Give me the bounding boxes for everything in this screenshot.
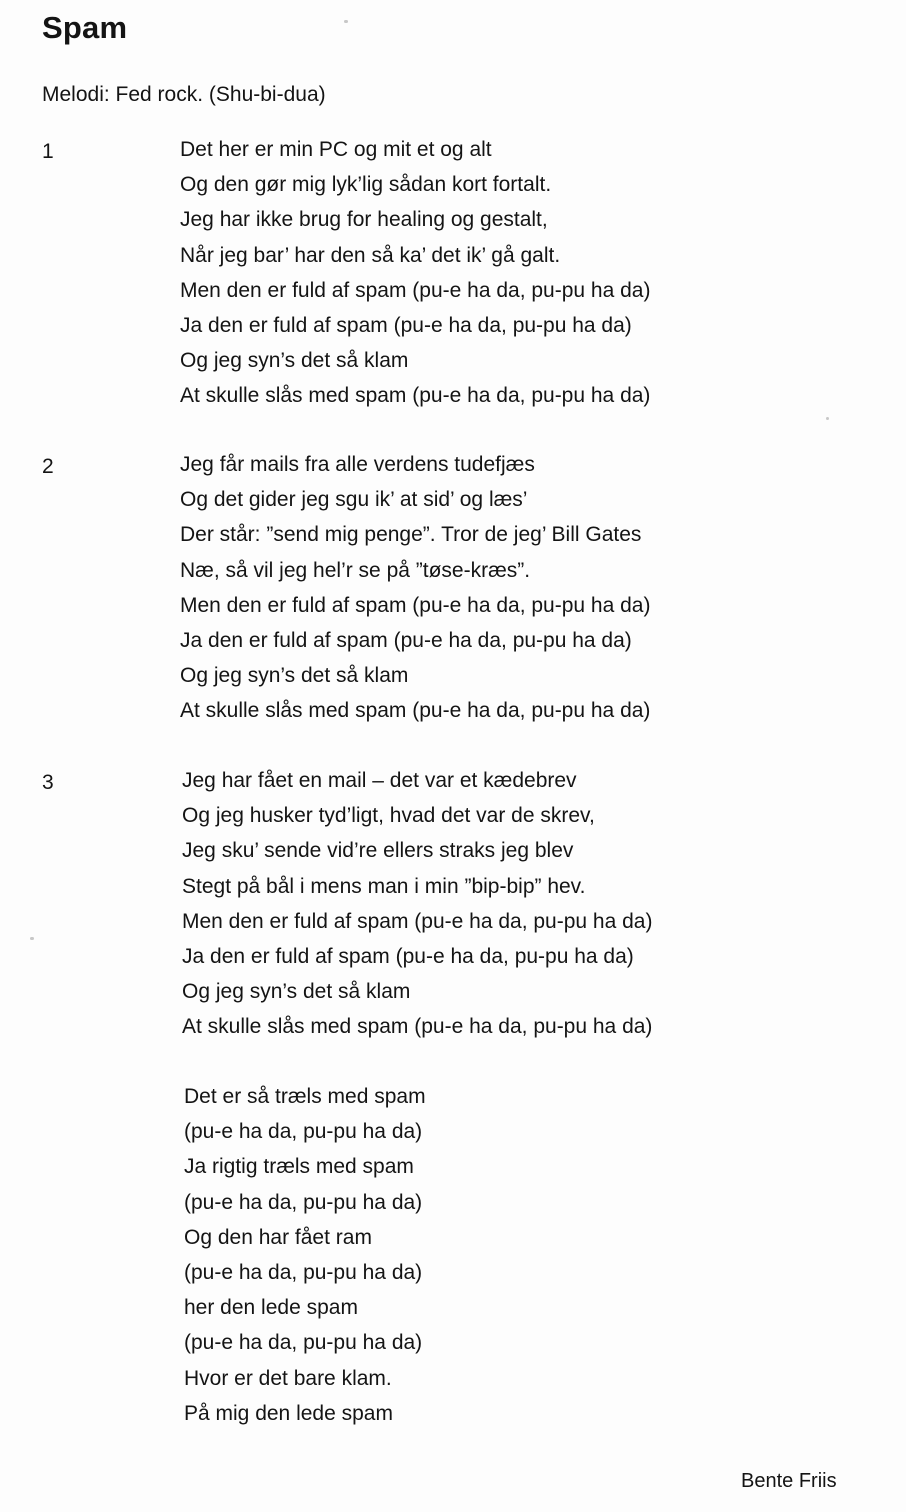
verse-line: Og det gider jeg sgu ik’ at sid’ og læs’ <box>180 488 528 512</box>
verse-line: Men den er fuld af spam (pu-e ha da, pu-pu ha da) <box>180 593 651 617</box>
verse-2 <box>180 447 650 729</box>
scan-speck <box>30 937 34 940</box>
verse-number-3: 3 <box>42 771 54 794</box>
song-title: Spam <box>42 10 128 45</box>
finale-line: her den lede spam <box>184 1296 358 1320</box>
verse-line: Ja den er fuld af spam (pu-e ha da, pu-pu ha da) <box>180 628 632 652</box>
verse-line: At skulle slås med spam (pu-e ha da, pu-pu ha da) <box>180 699 651 723</box>
verse-line: Det her er min PC og mit et og alt <box>180 138 492 161</box>
scan-speck <box>826 417 829 420</box>
verse-line: Jeg sku’ sende vid’re ellers straks jeg blev <box>182 839 574 863</box>
finale-line: Det er så træls med spam <box>184 1085 426 1108</box>
verse-number-2: 2 <box>42 455 54 478</box>
finale-line: Ja rigtig træls med spam <box>184 1155 414 1179</box>
verse-line: Og den gør mig lyk’lig sådan kort fortalt. <box>180 173 552 197</box>
verse-line: Næ, så vil jeg hel’r se på ”tøse-kræs”. <box>180 558 531 582</box>
verse-line: Stegt på bål i mens man i min ”bip-bip” hev. <box>182 874 586 898</box>
melody-line: Melodi: Fed rock. (Shu-bi-dua) <box>42 83 326 106</box>
finale-stanza <box>184 1079 426 1431</box>
verse-line: Jeg får mails fra alle verdens tudefjæs <box>180 453 535 476</box>
verse-line: Ja den er fuld af spam (pu-e ha da, pu-pu ha da) <box>182 944 634 968</box>
verse-line: Ja den er fuld af spam (pu-e ha da, pu-pu ha da) <box>180 313 632 337</box>
finale-line: Og den har fået ram <box>184 1225 372 1249</box>
verse-line: Og jeg syn’s det så klam <box>182 980 411 1004</box>
finale-line: (pu-e ha da, pu-pu ha da) <box>184 1120 423 1144</box>
finale-line: (pu-e ha da, pu-pu ha da) <box>184 1331 423 1355</box>
finale-line: (pu-e ha da, pu-pu ha da) <box>184 1260 423 1284</box>
verse-line: Jeg har fået en mail – det var et kædebrev <box>182 769 577 792</box>
verse-line: Og jeg syn’s det så klam <box>180 664 409 688</box>
verse-3 <box>182 763 652 1045</box>
finale-line: På mig den lede spam <box>184 1401 393 1425</box>
scan-speck <box>344 20 348 23</box>
verse-line: At skulle slås med spam (pu-e ha da, pu-pu ha da) <box>180 384 651 408</box>
author-signature: Bente Friis <box>741 1470 837 1492</box>
verse-line: Men den er fuld af spam (pu-e ha da, pu-pu ha da) <box>180 278 651 302</box>
finale-line: Hvor er det bare klam. <box>184 1366 392 1390</box>
verse-line: Men den er fuld af spam (pu-e ha da, pu-pu ha da) <box>182 909 653 933</box>
verse-line: Jeg har ikke brug for healing og gestalt, <box>180 208 548 232</box>
verse-line: Når jeg bar’ har den så ka’ det ik’ gå galt. <box>180 243 561 267</box>
verse-line: Der står: ”send mig penge”. Tror de jeg’ Bill Gates <box>180 523 642 547</box>
verse-line: Og jeg husker tyd’ligt, hvad det var de skrev, <box>182 804 595 828</box>
verse-line: Og jeg syn’s det så klam <box>180 349 409 373</box>
verse-1 <box>180 132 650 414</box>
finale-line: (pu-e ha da, pu-pu ha da) <box>184 1190 423 1214</box>
verse-number-1: 1 <box>42 140 54 163</box>
verse-line: At skulle slås med spam (pu-e ha da, pu-pu ha da) <box>182 1015 653 1039</box>
